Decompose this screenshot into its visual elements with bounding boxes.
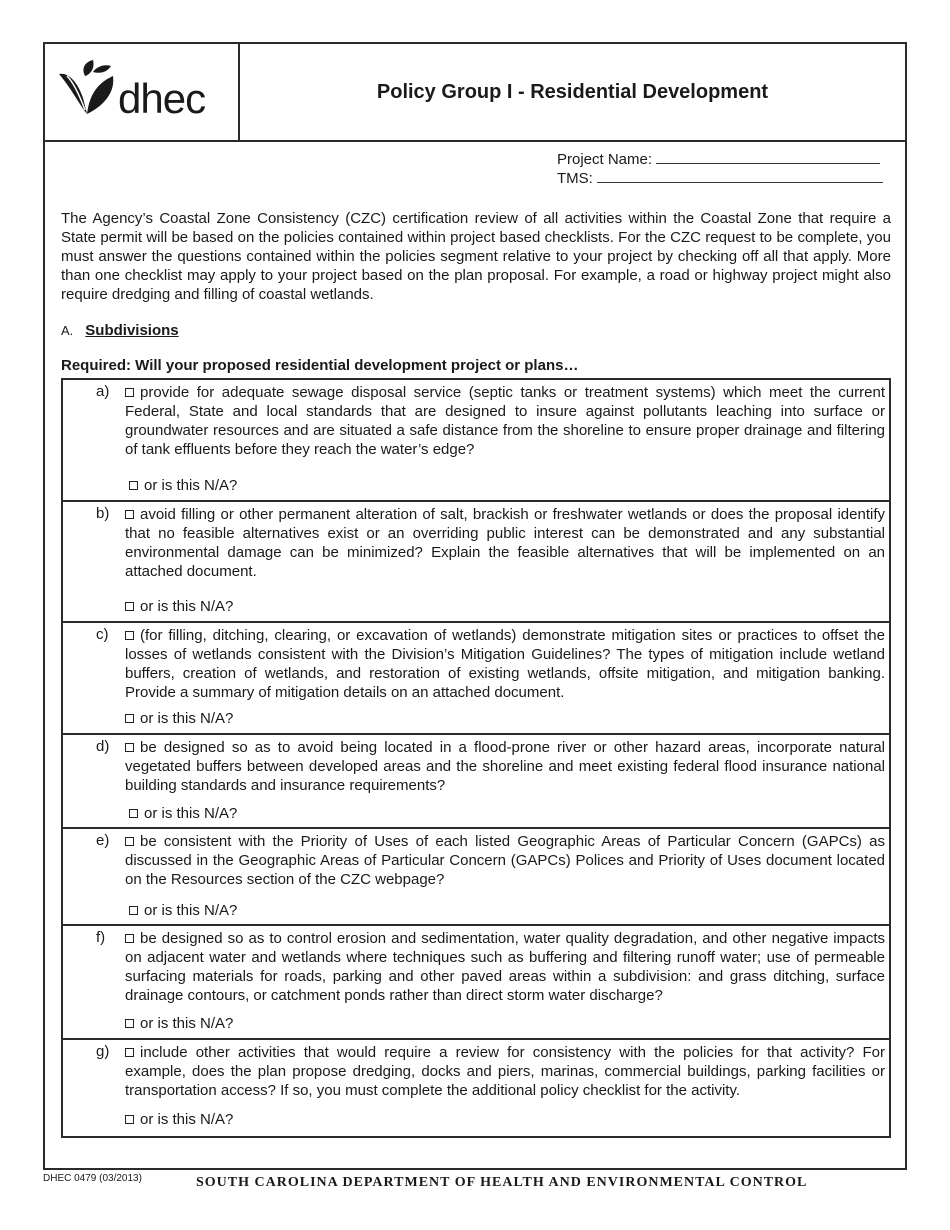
item-text: provide for adequate sewage disposal service (septic tanks or treatment systems) which meet the current Federal, State and local standards that are designed to insure against pollutants leaching into surface or groundwater resources and are situated a safe distance from the shoreline to ensure proper drainage and filtering of tank effluents before they reach the water’s edge? <box>125 384 885 458</box>
department-name: SOUTH CAROLINA DEPARTMENT OF HEALTH AND ENVIRONMENTAL CONTROL <box>196 1175 808 1190</box>
item-label: d) <box>96 738 110 755</box>
item-text: avoid filling or other permanent alteration of salt, brackish or freshwater wetlands or does the proposal identify that no feasible alternatives exist or an overriding public interest can be demonstrated and any substantial environmental damage can be minimized? Explain the feasible alternatives that will be implemented on an attached document. <box>125 506 885 580</box>
item-text: be consistent with the Priority of Uses of each listed Geographic Areas of Particular Concern (GAPCs) as discussed in the Geographic Areas of Particular Concern (GAPCs) Polices and Priority of Uses document located on the Resources section of the CZC webpage? <box>125 833 885 888</box>
item-e-na-checkbox[interactable] <box>129 906 138 915</box>
item-label: e) <box>96 832 110 849</box>
item-label: g) <box>96 1043 110 1060</box>
item-c-na-checkbox[interactable] <box>125 714 134 723</box>
item-d-checkbox[interactable] <box>125 743 134 752</box>
item-f-na-checkbox[interactable] <box>125 1019 134 1028</box>
project-info <box>557 150 883 188</box>
item-a-na-checkbox[interactable] <box>129 481 138 490</box>
item-g-checkbox[interactable] <box>125 1048 134 1057</box>
item-c-checkbox[interactable] <box>125 631 134 640</box>
logo-cell <box>45 44 240 140</box>
na-label: or is this N/A? <box>144 477 238 494</box>
dhec-leaf-logo-icon <box>57 58 121 120</box>
checklist-row <box>63 926 889 1040</box>
project-name-label: Project Name: <box>557 151 653 168</box>
checklist-table <box>61 378 891 1138</box>
na-label: or is this N/A? <box>140 598 234 615</box>
checklist-row <box>63 1040 889 1136</box>
item-g-na-checkbox[interactable] <box>125 1115 134 1124</box>
item-text: be designed so as to control erosion and sedimentation, water quality degradation, and other negative impacts on adjacent water and wetlands where techniques such as buffering and filtering runoff water; use of permeable surfacing materials for roads, parking and other paved areas within a subdivision: and grass ditching, surface drainage contours, or catchment ponds rather than direct storm water discharge? <box>125 930 885 1004</box>
logo-wordmark: dhec <box>118 75 206 122</box>
tms-label: TMS: <box>557 170 593 187</box>
item-f-checkbox[interactable] <box>125 934 134 943</box>
section-name: Subdivisions <box>85 322 179 339</box>
na-label: or is this N/A? <box>140 1015 234 1032</box>
item-label: c) <box>96 626 109 643</box>
item-b-checkbox[interactable] <box>125 510 134 519</box>
form-title: Policy Group I - Residential Development <box>376 80 769 103</box>
form-code: DHEC 0479 (03/2013) <box>43 1173 142 1184</box>
item-text: (for filling, ditching, clearing, or excavation of wetlands) demonstrate mitigation sites or practices to offset the losses of wetlands consistent with the Division’s Mitigation Guidelines? The types of mitigation include wetland buffers, creation of wetlands, and restoration of existing wetlands, offsite mitigation, and mitigation banking. Provide a summary of mitigation details on an attached document. <box>125 627 885 701</box>
na-label: or is this N/A? <box>144 805 238 822</box>
project-name-field[interactable] <box>656 150 880 164</box>
item-text: be designed so as to avoid being located in a flood-prone river or other hazard areas, incorporate natural vegetated buffers between developed areas and the shoreline and meet existing federal flood insurance national building standards and insurance requirements? <box>125 739 885 794</box>
checklist-row <box>63 380 889 502</box>
checklist-row <box>63 623 889 735</box>
checklist-row <box>63 735 889 829</box>
item-b-na-checkbox[interactable] <box>125 602 134 611</box>
item-a-checkbox[interactable] <box>125 388 134 397</box>
form-header <box>43 42 907 142</box>
item-e-checkbox[interactable] <box>125 837 134 846</box>
required-question: Required: Will your proposed residential development project or plans… <box>61 357 579 374</box>
item-text: include other activities that would require a review for consistency with the policies for that activity? For example, does the plan propose dredging, docks and piers, marinas, commercial buildings, parking facilities or transportation access? If so, you must complete the additional policy checklist for the activity. <box>125 1044 885 1099</box>
na-label: or is this N/A? <box>140 1111 234 1128</box>
checklist-row <box>63 829 889 926</box>
item-label: f) <box>96 929 106 946</box>
tms-field[interactable] <box>597 169 883 183</box>
item-label: a) <box>96 383 110 400</box>
checklist-row <box>63 502 889 623</box>
na-label: or is this N/A? <box>144 902 238 919</box>
section-heading <box>61 322 179 339</box>
na-label: or is this N/A? <box>140 710 234 727</box>
intro-paragraph: The Agency’s Coastal Zone Consistency (CZC) certification review of all activities within the Coastal Zone that require a State permit will be based on the policies contained within project based checklists. For the CZC request to be complete, you must answer the questions contained within the policies segment relative to your project by checking off all that apply. More than one checklist may apply to your project based on the plan proposal. For example, a road or highway project might also require dredging and filling of coastal wetlands. <box>61 210 891 303</box>
item-label: b) <box>96 505 110 522</box>
section-letter: A. <box>61 323 74 338</box>
item-d-na-checkbox[interactable] <box>129 809 138 818</box>
